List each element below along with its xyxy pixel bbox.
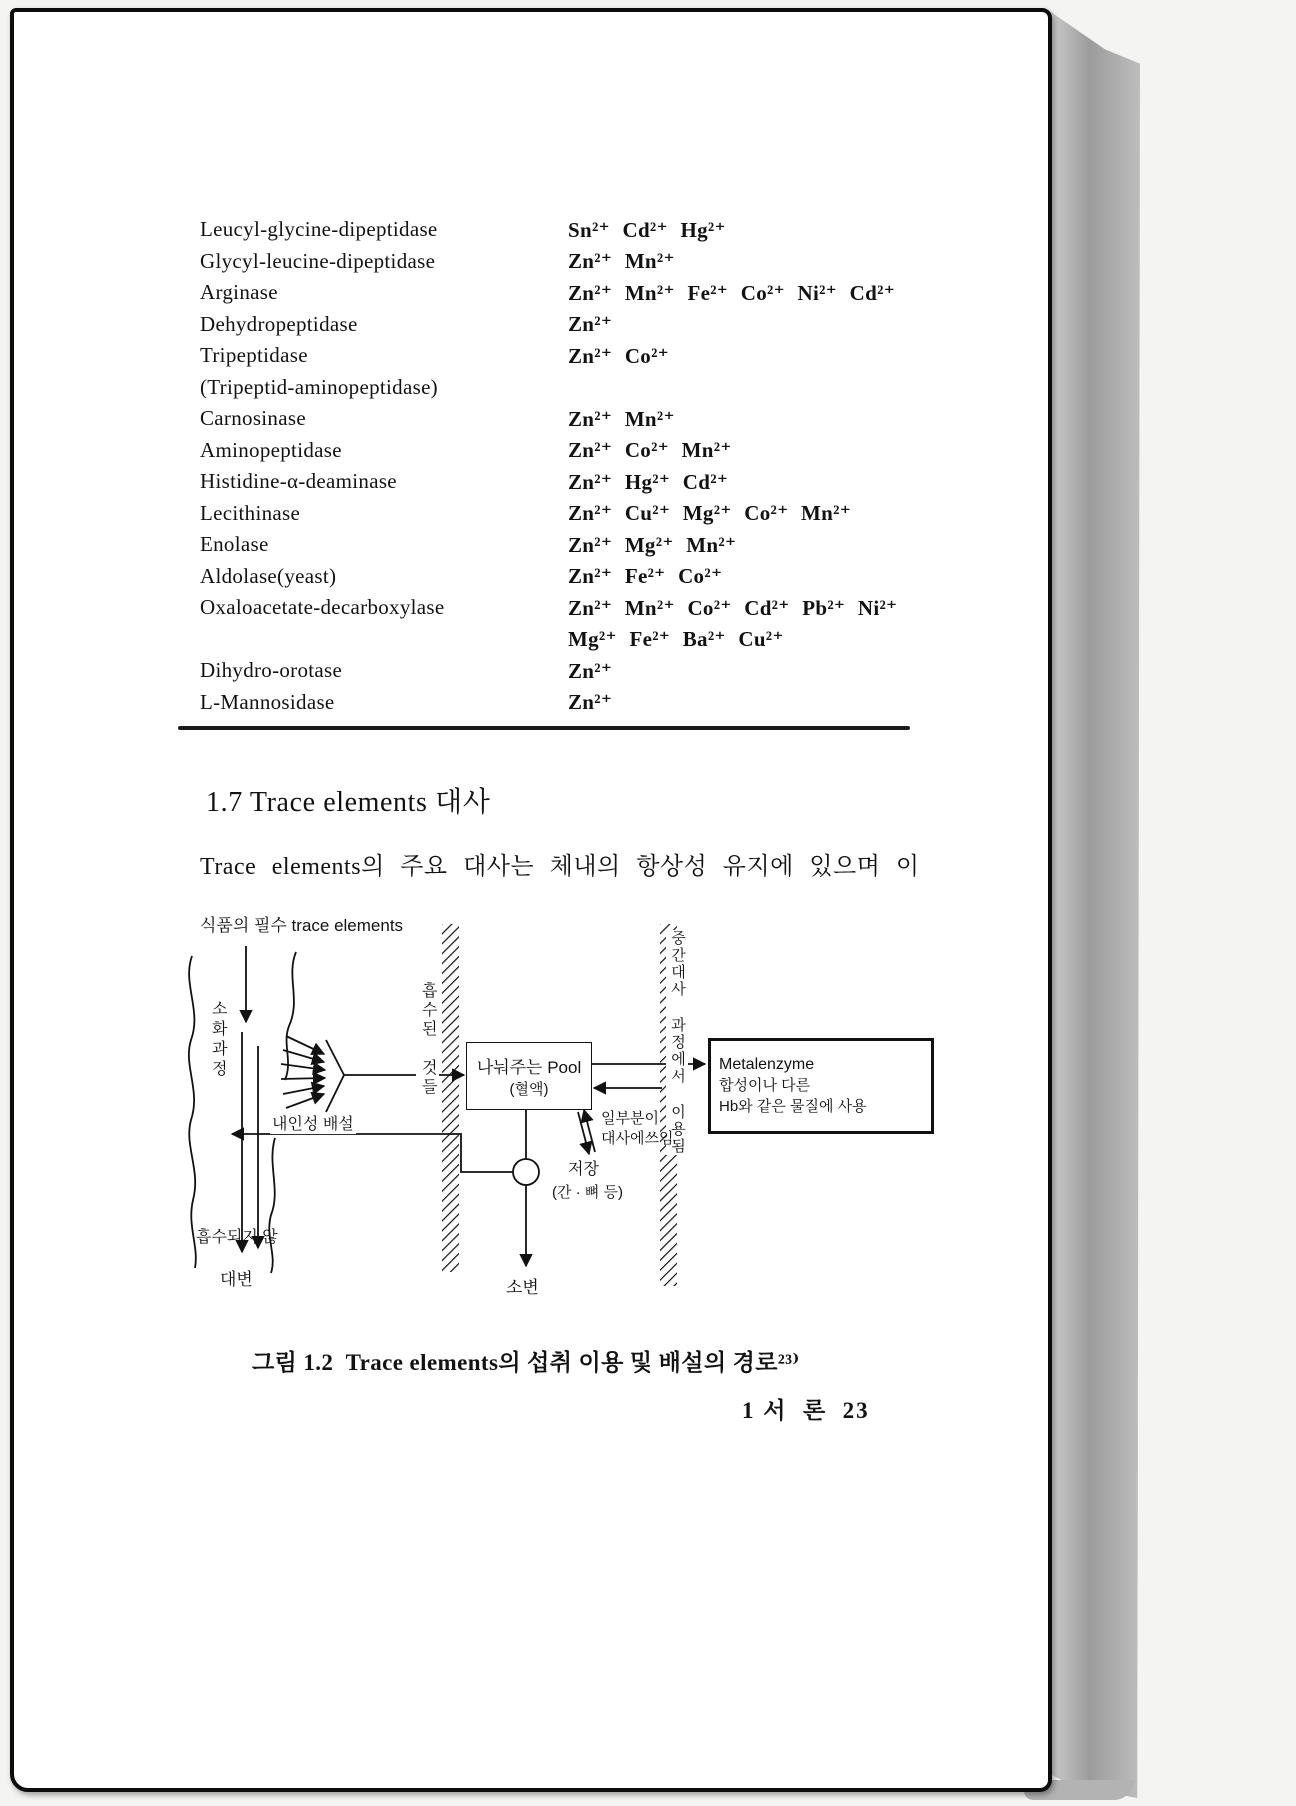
feces-label: 대변	[220, 1270, 253, 1289]
table-row	[200, 466, 940, 498]
enzyme-metal-ions: Zn²⁺ Co²⁺ Mn²⁺	[568, 438, 732, 463]
enzyme-name: Glycyl-leucine-dipeptidase	[200, 248, 436, 273]
metalenzyme-line3: Hb와 같은 물질에 사용	[719, 1098, 867, 1115]
table-row	[200, 214, 940, 246]
enzyme-name: Aminopeptidase	[200, 437, 342, 462]
enzyme-name: Oxaloacetate-decarboxylase	[200, 595, 445, 620]
enzyme-name: Histidine-α-deaminase	[200, 469, 397, 494]
enzyme-metal-ions: Zn²⁺ Mn²⁺	[568, 406, 675, 431]
absorption-funnel	[326, 1040, 344, 1112]
enzyme-name: Lecithinase	[200, 500, 301, 525]
not-absorbed-label: 흡수되지 않	[196, 1229, 278, 1246]
table-row	[200, 592, 940, 624]
enzyme-metal-table	[200, 214, 940, 718]
table-row	[200, 277, 940, 309]
enzyme-metal-ions: Zn²⁺	[568, 658, 613, 683]
pool-box	[466, 1042, 592, 1110]
table-row	[200, 529, 940, 561]
enzyme-name: Tripeptidase	[200, 343, 308, 368]
enzyme-metal-ions: Zn²⁺ Fe²⁺ Co²⁺	[568, 564, 723, 589]
gut-wall-left	[189, 956, 196, 1268]
intermediary-metabolism-label: 중간대사 과정에서 이용됨	[666, 930, 688, 1155]
table-row	[200, 340, 940, 372]
table-row	[200, 435, 940, 467]
pool-box-line2: (혈액)	[509, 1081, 549, 1098]
enzyme-name: Enolase	[200, 532, 269, 557]
metalenzyme-box	[708, 1038, 934, 1134]
absorbed-label: 흡수된 것들	[416, 982, 439, 1097]
enzyme-metal-ions: Zn²⁺ Hg²⁺ Cd²⁺	[568, 469, 729, 494]
enzyme-metal-ions: Mg²⁺ Fe²⁺ Ba²⁺ Cu²⁺	[568, 627, 784, 652]
pool-box-line1: 나눠주는 Pool	[476, 1058, 582, 1077]
enzyme-name: Dihydro-orotase	[200, 658, 343, 683]
gut-wall-right-lower	[269, 1138, 275, 1273]
enzyme-name: Aldolase(yeast)	[200, 563, 337, 588]
enzyme-metal-ions: Zn²⁺ Mn²⁺	[568, 249, 675, 274]
table-row	[200, 403, 940, 435]
section-paragraph: Trace elements의 주요 대사는 체내의 항상성 유지에 있으며 이	[200, 854, 920, 880]
table-row	[200, 655, 940, 687]
enzyme-name: Carnosinase	[200, 406, 306, 431]
enzyme-metal-ions: Zn²⁺ Mn²⁺ Fe²⁺ Co²⁺ Ni²⁺ Cd²⁺	[568, 280, 896, 305]
to-storage-arrow	[578, 1112, 589, 1154]
enzyme-metal-ions: Sn²⁺ Cd²⁺ Hg²⁺	[568, 217, 726, 242]
table-row	[200, 372, 940, 404]
enzyme-name: Arginase	[200, 280, 278, 305]
storage-detail-label: (간 · 뼈 등)	[552, 1184, 623, 1201]
endogenous-excretion-label: 내인성 배설	[272, 1116, 354, 1133]
table-row	[200, 309, 940, 341]
metalenzyme-line2: 합성이나 다른	[719, 1077, 811, 1094]
section-heading: 1.7 Trace elements 대사	[206, 787, 491, 818]
enzyme-metal-ions: Zn²⁺ Co²⁺	[568, 343, 670, 368]
enzyme-name: L-Mannosidase	[200, 689, 335, 714]
enzyme-metal-ions: Zn²⁺	[568, 312, 613, 337]
enzyme-name: Leucyl-glycine-dipeptidase	[200, 217, 438, 242]
figure-caption: 그림 1.2 Trace elements의 섭취 이용 및 배설의 경로²³⁾	[252, 1350, 800, 1375]
page-sheet	[10, 8, 1052, 1792]
storage-label: 저장	[568, 1161, 599, 1178]
gut-wall-right-upper	[285, 952, 296, 1080]
urine-label: 소변	[506, 1278, 539, 1297]
enzyme-metal-ions: Zn²⁺	[568, 690, 613, 715]
partial-use-label-1: 일부분이	[601, 1110, 659, 1127]
table-bottom-rule	[178, 726, 910, 730]
digestion-label: 소화과정	[209, 1000, 227, 1080]
enzyme-table-body	[200, 214, 940, 718]
page-footer: 1 서 론 23	[742, 1398, 870, 1423]
from-storage-arrow	[584, 1110, 595, 1152]
table-row	[200, 687, 940, 719]
absorption-membrane-hatch	[442, 924, 459, 1272]
enzyme-metal-ions: Zn²⁺ Mg²⁺ Mn²⁺	[568, 532, 737, 557]
table-row	[200, 561, 940, 593]
enzyme-metal-ions: Zn²⁺ Mn²⁺ Co²⁺ Cd²⁺ Pb²⁺ Ni²⁺	[568, 595, 898, 620]
partial-use-label-2: 대사에쓰임	[601, 1130, 674, 1147]
enzyme-name: Dehydropeptidase	[200, 311, 358, 336]
table-row	[200, 624, 940, 656]
table-row	[200, 246, 940, 278]
enzyme-name: (Tripeptid-aminopeptidase)	[200, 374, 438, 399]
table-row	[200, 498, 940, 530]
metalenzyme-line1: Metalenzyme	[719, 1056, 815, 1073]
enzyme-metal-ions: Zn²⁺ Cu²⁺ Mg²⁺ Co²⁺ Mn²⁺	[568, 501, 852, 526]
figure-1-2-diagram	[174, 914, 934, 1324]
food-input-label: 식품의 필수 trace elements	[200, 916, 404, 935]
book-page-stack-edge	[1048, 10, 1140, 1798]
kidney-node	[513, 1159, 539, 1185]
